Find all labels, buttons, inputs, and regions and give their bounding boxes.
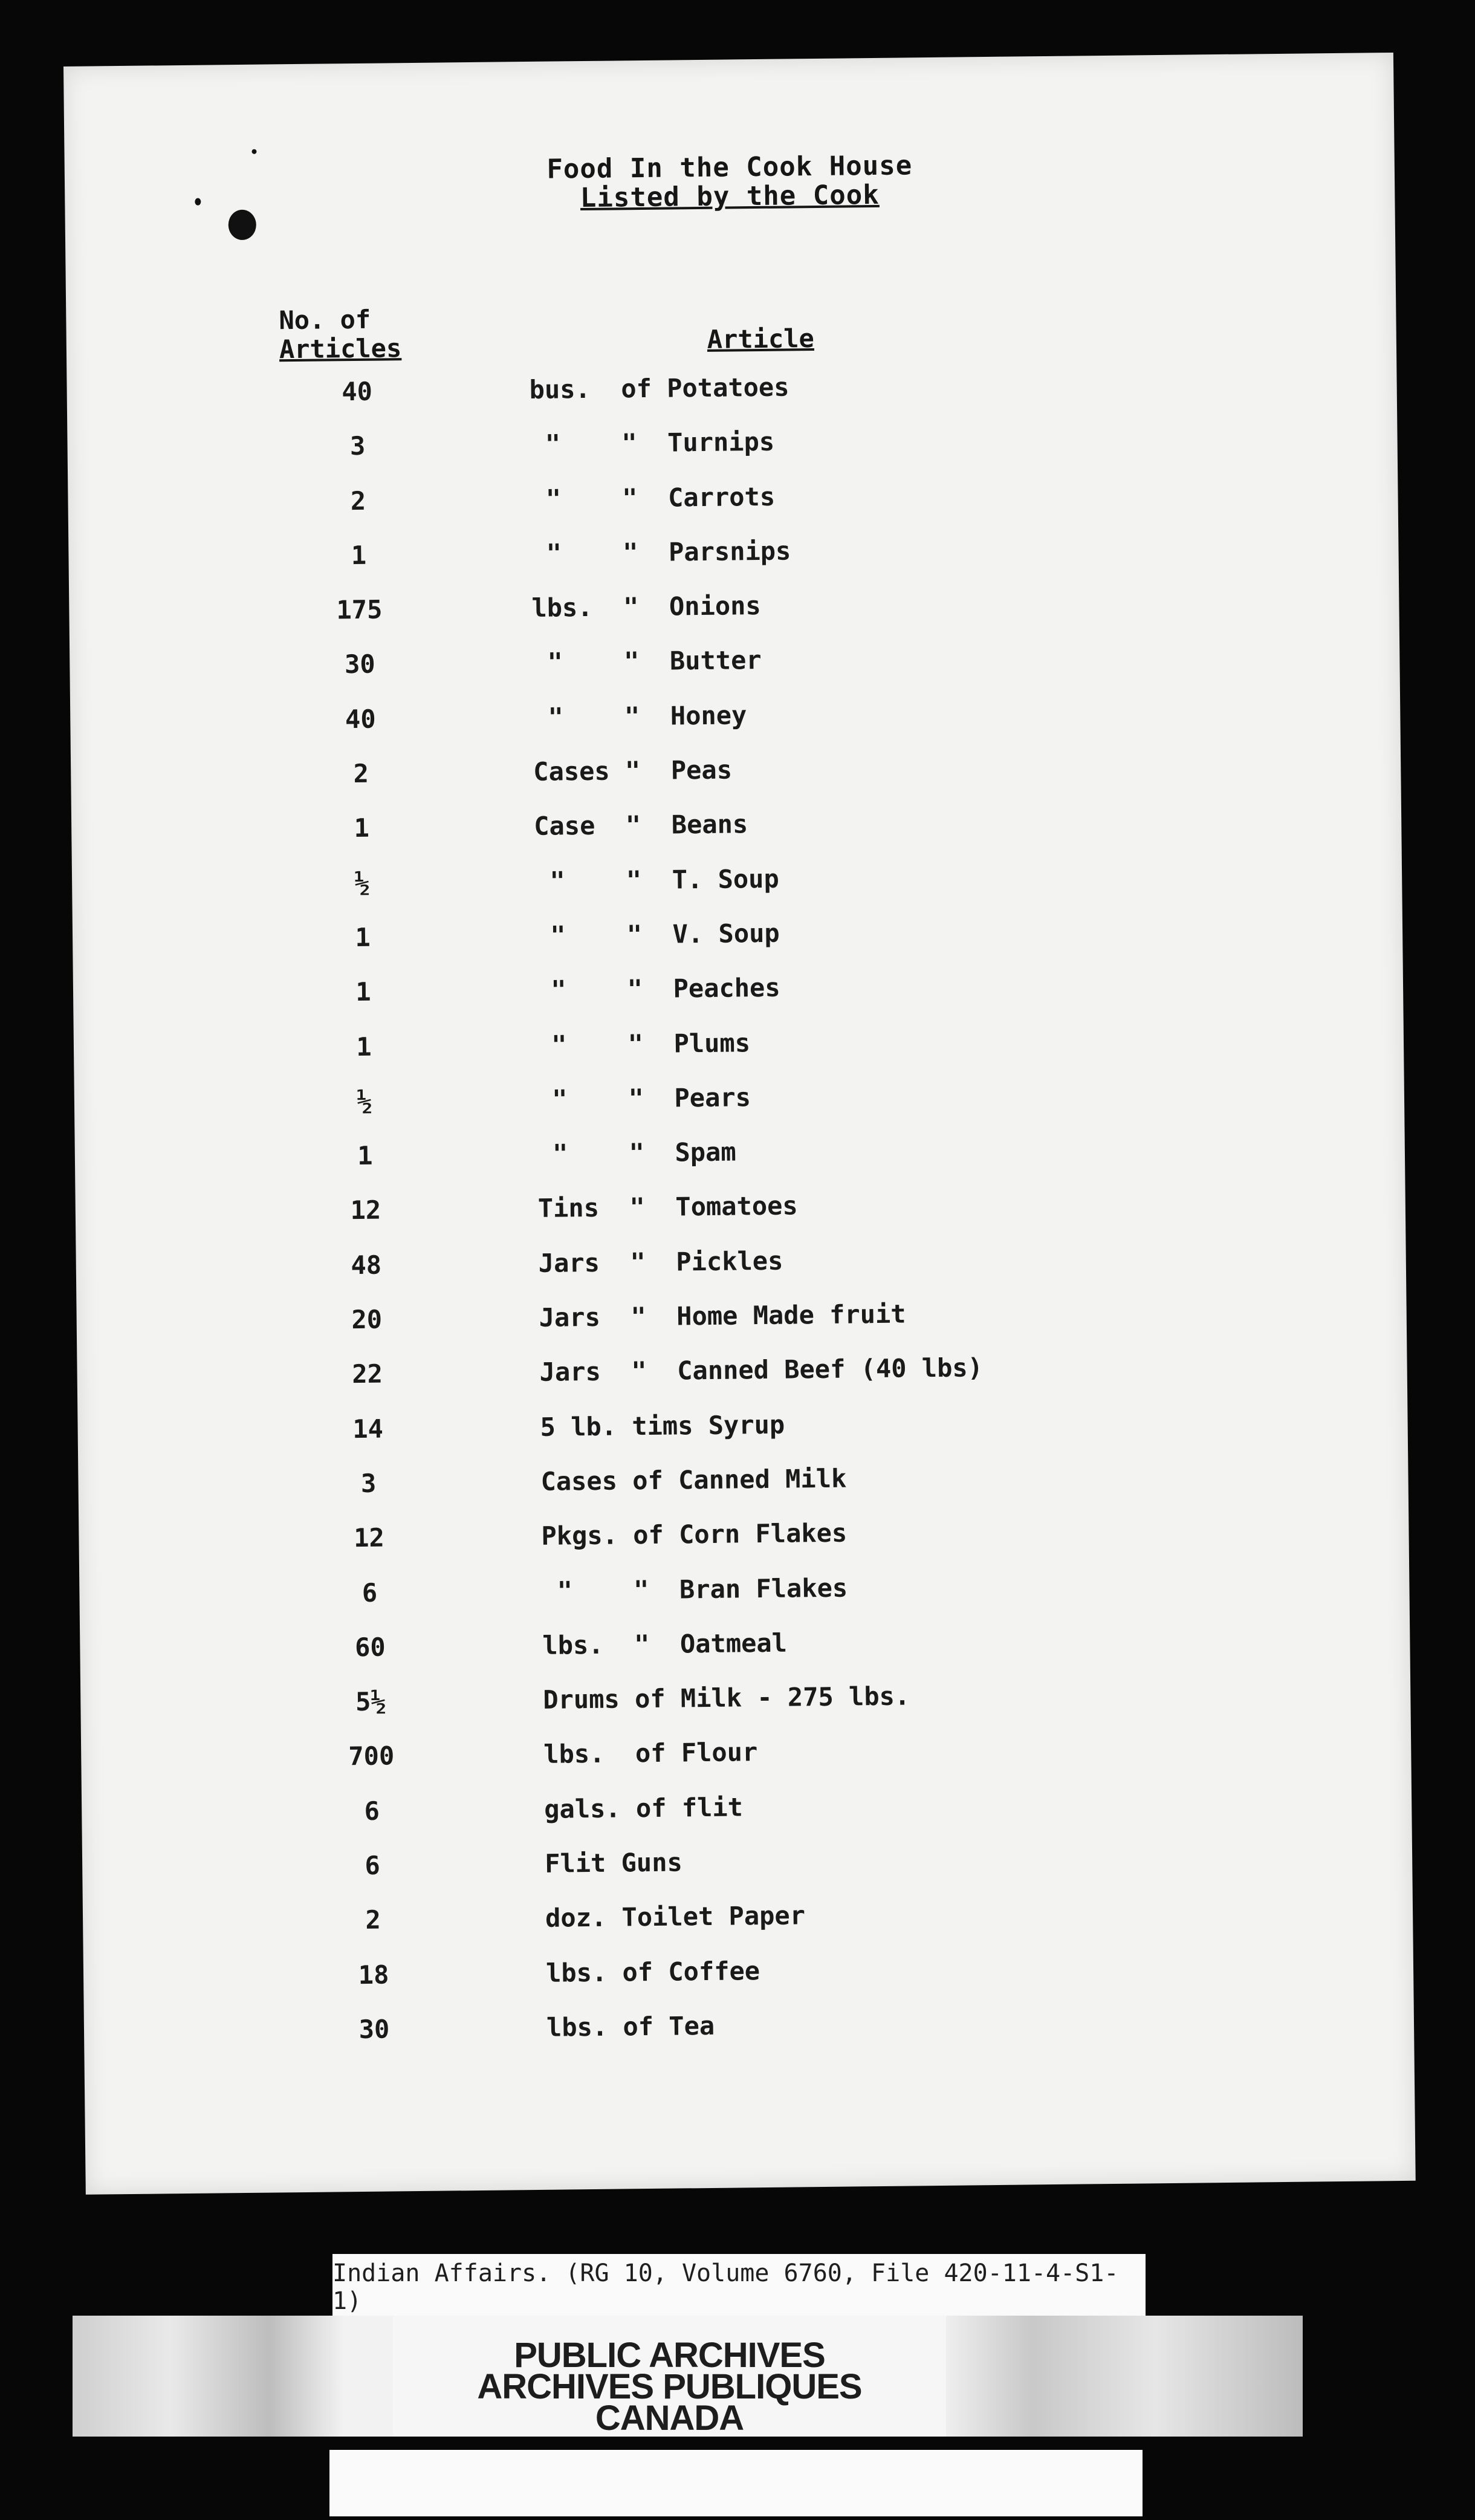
article-quantity: 1 [357,1140,373,1171]
article-description: 5 lb. tims Syrup [540,1409,785,1442]
article-quantity: 700 [348,1741,395,1771]
article-description: Cases " Peas [533,755,733,787]
article-description: " " Honey [533,700,747,732]
article-description: " " Parsnips [531,536,791,568]
article-quantity: ½ [354,868,371,898]
article-description: " " Pears [536,1082,751,1114]
article-description: Jars " Home Made fruit [539,1299,906,1333]
article-description: Case " Beans [533,809,748,842]
article-quantity: 20 [351,1304,383,1335]
article-quantity: 30 [344,649,375,680]
article-description: " " Peaches [535,972,780,1005]
article-description: " " Carrots [530,481,776,514]
article-description: Cases of Canned Milk [540,1463,847,1496]
article-quantity: 3 [349,431,366,461]
article-quantity: 6 [361,1577,378,1608]
article-description: " " Spam [537,1137,736,1169]
article-quantity: 3 [360,1468,377,1498]
article-description: Flit Guns [544,1847,682,1879]
article-quantity: 1 [355,922,371,952]
article-quantity: 2 [353,758,369,789]
article-quantity: 5½ [355,1686,386,1717]
stamp-line-2: ARCHIVES PUBLIQUES [477,2367,862,2406]
article-description: doz. Toilet Paper [545,1900,806,1934]
article-list [66,366,1414,2072]
article-description: bus. of Potatoes [529,372,789,404]
article-description: lbs. " Onions [531,591,761,623]
column-header-quantity-line2: Articles [279,333,402,365]
article-description: " " Bran Flakes [542,1573,848,1606]
bottom-label-strip [329,2450,1143,2516]
stamp-line-1: PUBLIC ARCHIVES [514,2336,825,2375]
article-quantity: 22 [352,1359,383,1389]
archive-reference-label: Indian Affairs. (RG 10, Volume 6760, File 420-11-4-S1-1) [332,2254,1146,2320]
article-description: lbs. of Flour [543,1737,758,1770]
archive-stamp [393,2316,946,2437]
article-quantity: 1 [351,540,367,570]
ink-speck [251,149,256,154]
article-quantity: 12 [353,1522,385,1553]
document-subtitle: Listed by the Cook [580,179,880,214]
article-description: Jars " Canned Beef (40 lbs) [539,1353,984,1388]
article-description: lbs. " Oatmeal [542,1628,788,1660]
article-quantity: 18 [358,1960,389,1990]
article-description: " " Turnips [530,427,775,460]
article-quantity: 14 [352,1414,384,1444]
article-description: " " Butter [532,645,762,678]
column-header-quantity [279,305,401,364]
article-quantity: 2 [365,1905,381,1935]
article-quantity: 40 [342,376,373,407]
article-quantity: 60 [354,1632,386,1662]
article-description: lbs. of Tea [546,2010,715,2042]
article-description: Drums of Milk - 275 lbs. [543,1681,910,1715]
article-description: Tins " Tomatoes [537,1190,798,1224]
column-header-article: Article [707,323,815,354]
document-title-block [65,146,1395,218]
article-description: gals. of flit [543,1792,744,1824]
article-quantity: 48 [351,1250,382,1280]
article-quantity: 1 [355,977,371,1007]
article-description: Jars " Pickles [538,1245,783,1278]
article-quantity: 175 [336,594,383,625]
article-description: " " T. Soup [534,863,779,896]
document-page [63,53,1416,2195]
article-quantity: 12 [350,1195,381,1226]
article-quantity: 30 [358,2014,390,2044]
document-title: Food In the Cook House [546,150,913,185]
article-quantity: 6 [364,1796,380,1826]
article-quantity: ½ [357,1086,372,1116]
article-description: " " Plums [536,1027,751,1060]
article-description: lbs. of Coffee [545,1955,760,1988]
article-quantity: 40 [345,704,376,734]
article-quantity: 6 [365,1850,381,1880]
article-quantity: 2 [350,485,366,516]
stamp-line-3: CANADA [595,2398,744,2438]
column-header-quantity-line1: No. of [279,304,371,336]
article-quantity: 1 [354,813,370,843]
article-description: Pkgs. of Corn Flakes [541,1518,848,1551]
article-description: " " V. Soup [534,918,780,950]
article-quantity: 1 [356,1031,372,1062]
